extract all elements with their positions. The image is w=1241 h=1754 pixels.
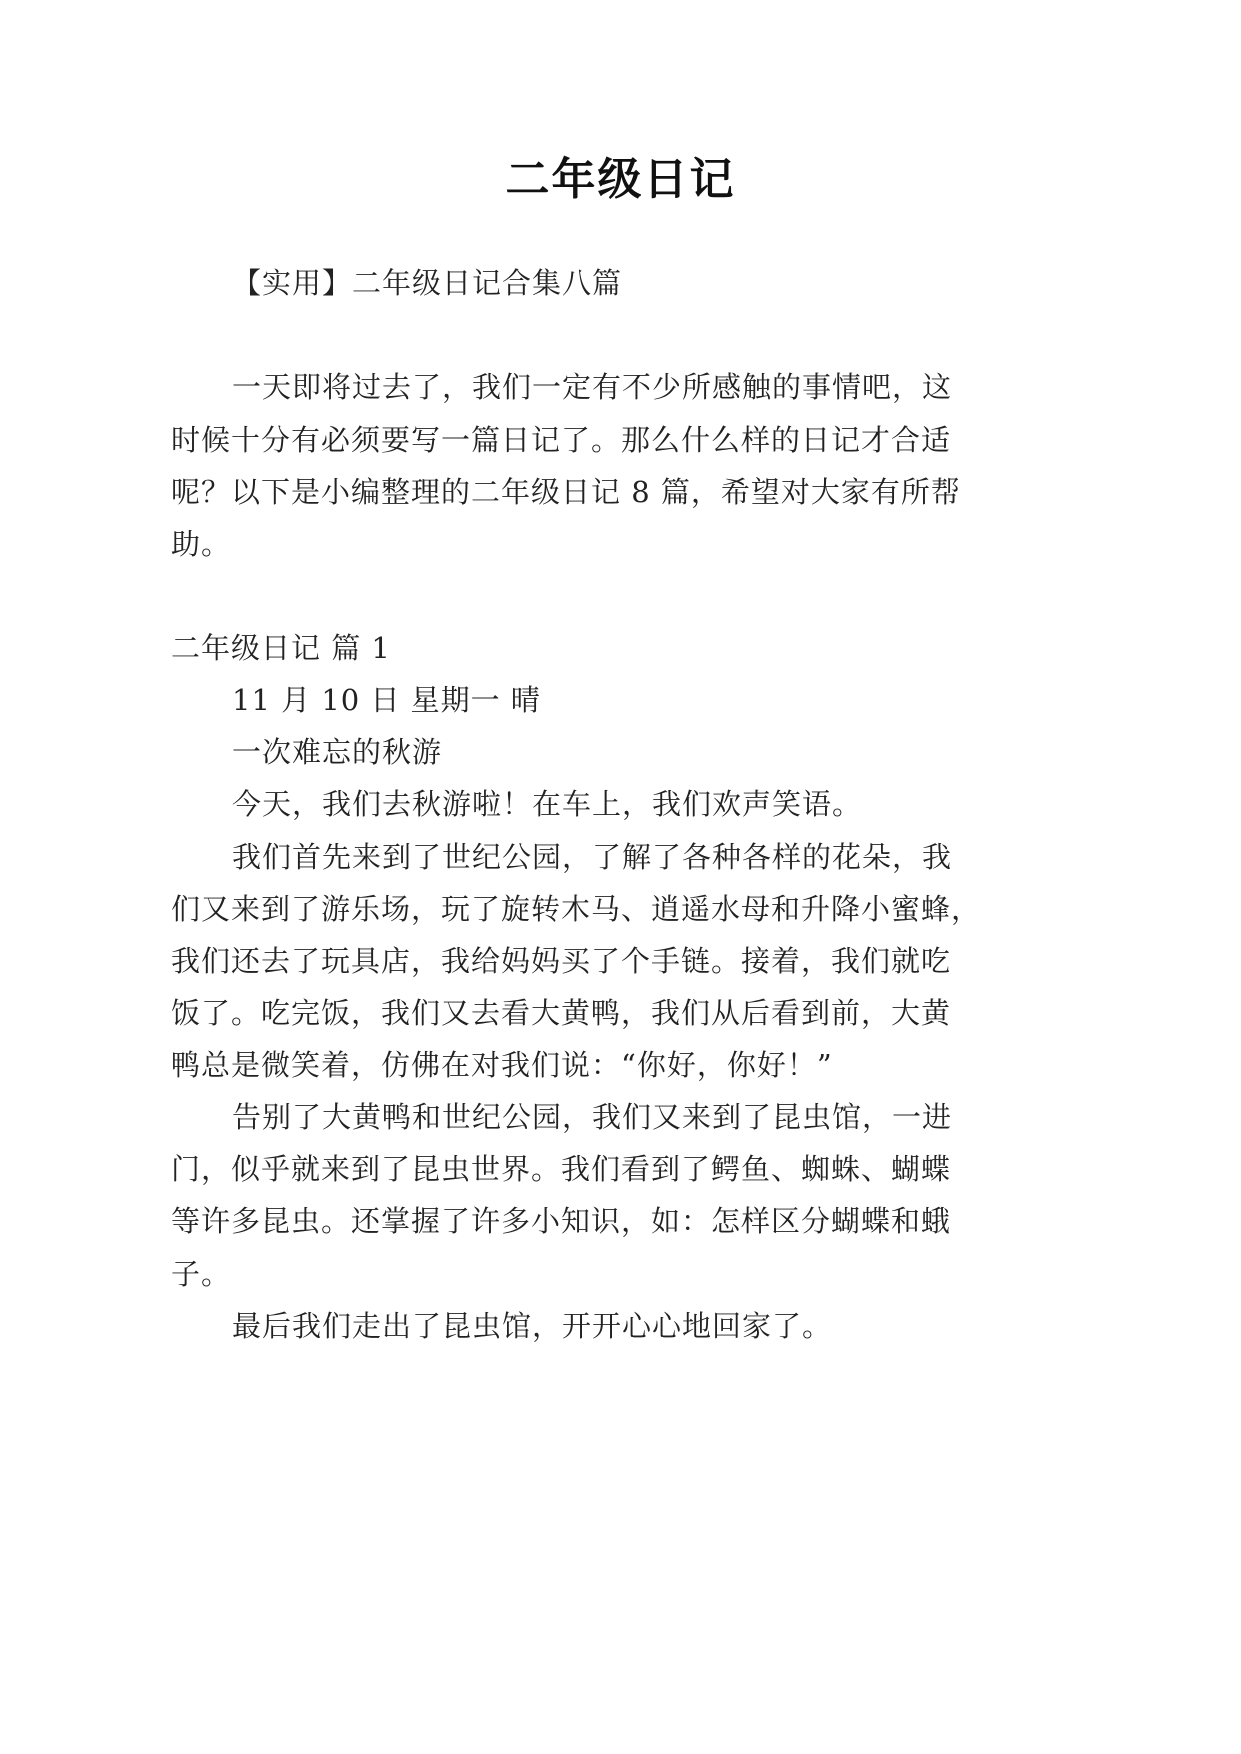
- intro-line: 时候十分有必须要写一篇日记了。那么什么样的日记才合适: [171, 423, 952, 457]
- entry-line: 今天，我们去秋游啦！在车上，我们欢声笑语。: [232, 787, 863, 821]
- entry-line: 饭了。吃完饭，我们又去看大黄鸭，我们从后看到前，大黄: [171, 996, 952, 1030]
- entry-line: 最后我们走出了昆虫馆，开开心心地回家了。: [232, 1309, 833, 1343]
- entry-line: 门，似乎就来到了昆虫世界。我们看到了鳄鱼、蜘蛛、蝴蝶: [171, 1152, 952, 1186]
- entry-line: 等许多昆虫。还掌握了许多小知识，如：怎样区分蝴蝶和蛾: [171, 1204, 952, 1238]
- entry-line: 我们首先来到了世纪公园，了解了各种各样的花朵，我: [232, 840, 953, 874]
- entry-heading: 二年级日记 篇 1: [171, 631, 391, 665]
- entry-line: 子。: [171, 1257, 232, 1291]
- entry-date: 11 月 10 日 星期一 晴: [232, 683, 541, 717]
- document-title: 二年级日记: [505, 154, 736, 205]
- entry-line: 们又来到了游乐场，玩了旋转木马、逍遥水母和升降小蜜蜂，: [171, 892, 982, 926]
- intro-line: 呢？以下是小编整理的二年级日记 8 篇，希望对大家有所帮: [171, 475, 961, 509]
- entry-line: 告别了大黄鸭和世纪公园，我们又来到了昆虫馆，一进: [232, 1100, 953, 1134]
- entry-title: 一次难忘的秋游: [232, 735, 443, 769]
- intro-line: 助。: [171, 527, 232, 561]
- entry-line: 我们还去了玩具店，我给妈妈买了个手链。接着，我们就吃: [171, 944, 952, 978]
- document-subtitle: 【实用】二年级日记合集八篇: [232, 266, 623, 300]
- intro-line: 一天即将过去了，我们一定有不少所感触的事情吧，这: [232, 370, 953, 404]
- entry-line: 鸭总是微笑着，仿佛在对我们说：“你好，你好！”: [171, 1048, 833, 1082]
